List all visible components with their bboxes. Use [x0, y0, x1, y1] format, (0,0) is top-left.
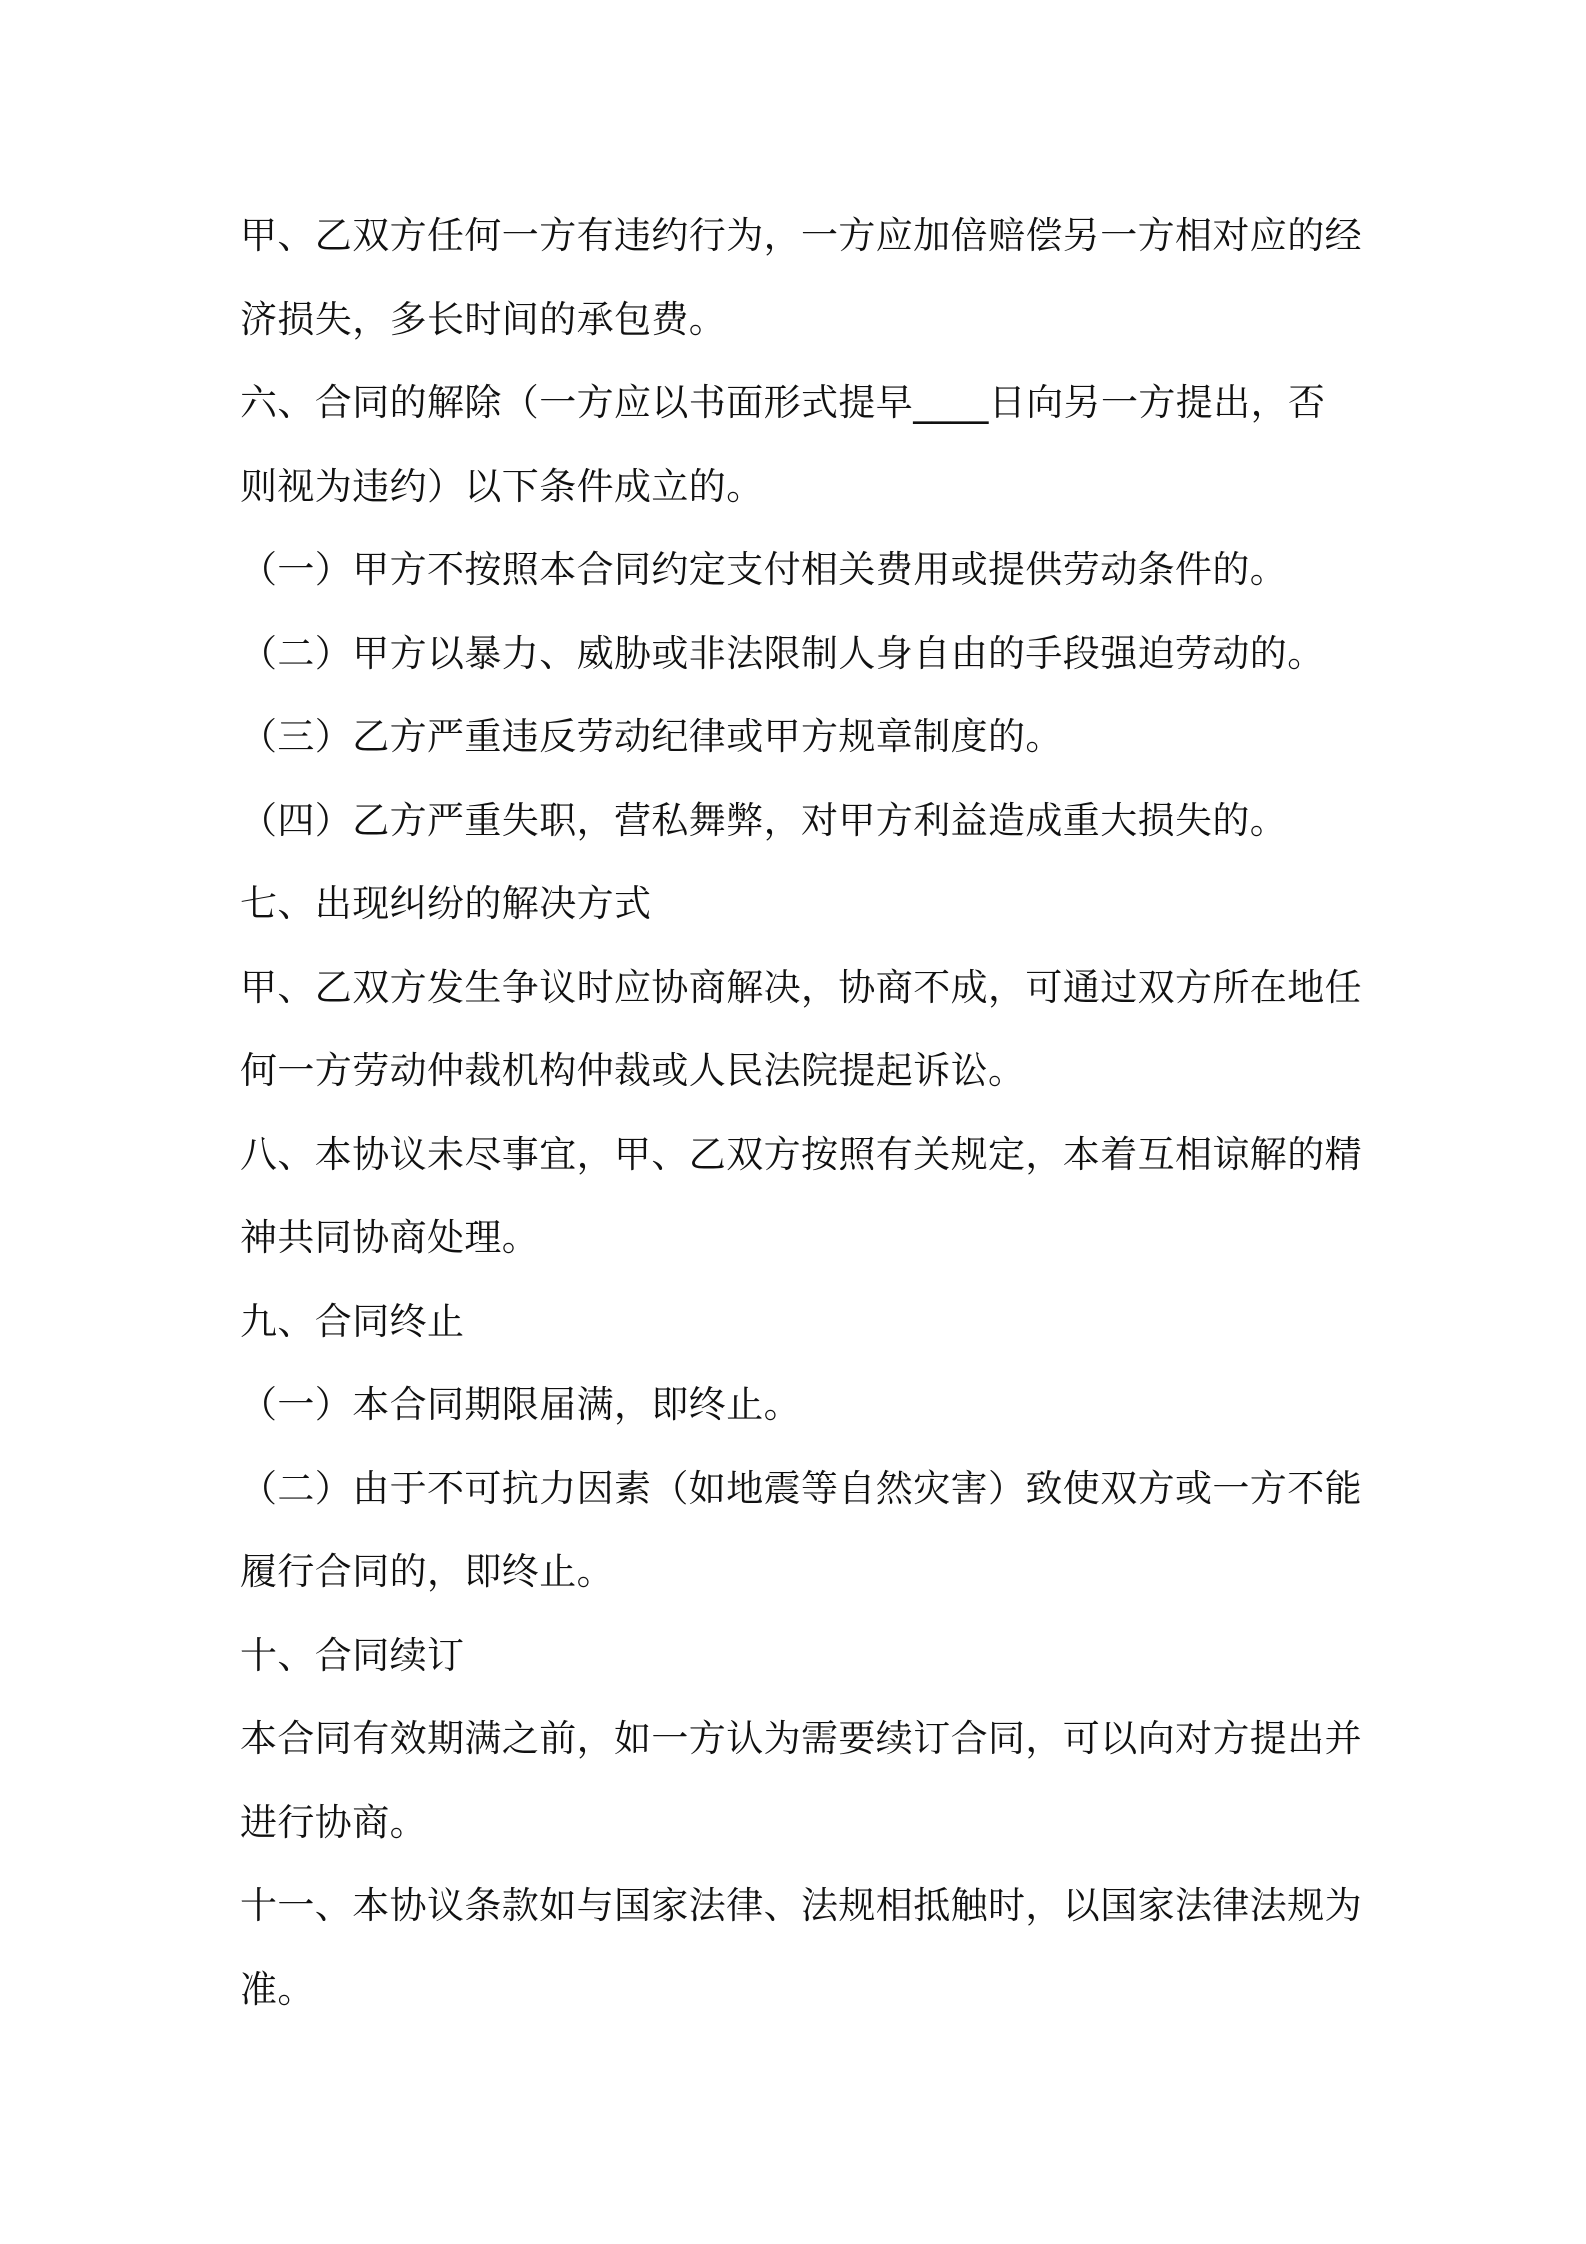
- list-item: （一）甲方不按照本合同约定支付相关费用或提供劳动条件的。: [240, 548, 1288, 591]
- text-line: 本合同有效期满之前，如一方认为需要续订合同，可以向对方提出并: [240, 1717, 1362, 1760]
- section-heading-9: 九、合同终止: [240, 1299, 465, 1343]
- text-line: 甲、乙双方任何一方有违约行为，一方应加倍赔偿另一方相对应的经: [240, 214, 1362, 257]
- section-heading-11: 十一、本协议条款如与国家法律、法规相抵触时，以国家法律法规为: [240, 1884, 1362, 1927]
- text-line: 神共同协商处理。: [240, 1216, 540, 1259]
- section-heading-10: 十、合同续订: [240, 1633, 465, 1677]
- section-heading-6: 六、合同的解除（一方应以书面形式提早____日向另一方提出，否: [240, 381, 1326, 424]
- list-item: （四）乙方严重失职，营私舞弊，对甲方利益造成重大损失的。: [240, 798, 1288, 842]
- text-line: 何一方劳动仲裁机构仲裁或人民法院提起诉讼。: [240, 1049, 1026, 1092]
- list-item: （二）由于不可抗力因素（如地震等自然灾害）致使双方或一方不能: [240, 1466, 1362, 1510]
- text-line: 准。: [240, 1967, 315, 2011]
- text-line: 进行协商。: [240, 1800, 427, 1844]
- text-line: 济损失，多长时间的承包费。: [240, 297, 727, 341]
- section-heading-7: 七、出现纠纷的解决方式: [240, 882, 652, 925]
- list-item: （三）乙方严重违反劳动纪律或甲方规章制度的。: [240, 715, 1063, 758]
- section-heading-8: 八、本协议未尽事宜，甲、乙双方按照有关规定，本着互相谅解的精: [240, 1132, 1362, 1176]
- text-line: 甲、乙双方发生争议时应协商解决，协商不成，可通过双方所在地任: [240, 965, 1362, 1009]
- list-item: （二）甲方以暴力、威胁或非法限制人身自由的手段强迫劳动的。: [240, 631, 1325, 675]
- document-body: [240, 194, 1360, 2031]
- list-item: （一）本合同期限届满，即终止。: [240, 1383, 801, 1426]
- text-line: 则视为违约）以下条件成立的。: [240, 464, 764, 508]
- text-line: 履行合同的，即终止。: [240, 1550, 614, 1593]
